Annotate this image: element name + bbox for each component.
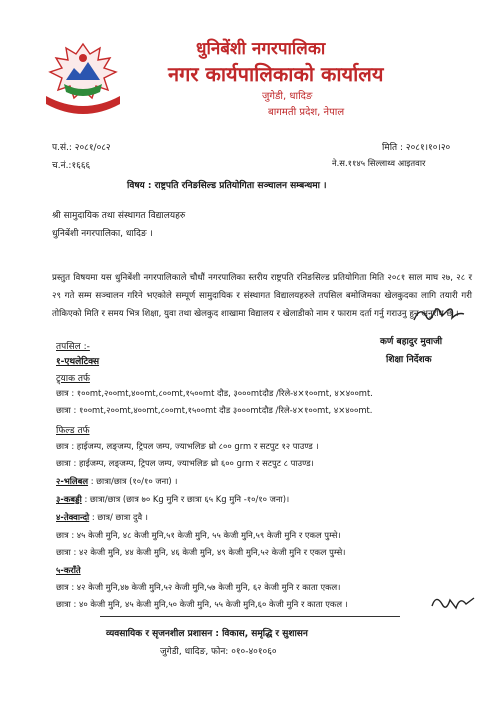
date: मिति : २०८१।१०।२० — [382, 143, 451, 153]
nepal-emblem-logo — [38, 40, 128, 120]
taekwondo-text: : छात्र/ छात्रा दुवै । — [91, 512, 148, 522]
volleyball-heading: २-भलिबल — [56, 476, 89, 486]
field-girls: छात्रा : हाईजम्प, लङ्जम्प, ट्रिपल जम्प, ज्याभलिङ थ्रो ६०० grm र सटपुट ८ पाउण्ड। — [56, 458, 314, 468]
field-heading: फिल्ड तर्फ — [56, 426, 90, 436]
footer-divider — [100, 616, 400, 617]
karate-girls: छात्रा : ४० केजी मुनि, ४५ केजी मुनि,५० केजी मुनि, ५५ केजी मुनि,६० केजी मुनि र काता एकल । — [56, 599, 348, 609]
signatory-name: कर्ण बहादुर मुवाजी — [380, 337, 443, 347]
body-paragraph: प्रस्तुत विषयमा यस धुनिबेंशी नगरपालिकाले चौधौं नगरपालिका स्तरीय राष्ट्रपति रनिङसिल्ड प्रतियोगिता मिति २०८१ साल माघ २७, २८ र २९ गते सम्म सञ्चालन गरिने भएकोले सम्पूर्ण सामुदायिक र संस्थागत विद्यालयहरुले तपसिल बमोजिमका खेलकुदका लागि तयारी गरी तोकिएको मिति र समय भित्र शिक्षा, युवा तथा खेलकुद शाखामा विद्यालय र खेलाडीको नाम र फाराम दर्ता गर्नु गराउनु हुन अनुरोध छ । — [52, 273, 472, 319]
office-location: जुगेडी, धादिङ — [262, 91, 313, 102]
karate-boys: छात्र : ४२ केजी मुनि,४७ केजी मुनि,५२ केजी मुनि,५७ केजी मुनि, ६२ केजी मुनि र काता एकल। — [56, 582, 341, 592]
office-name: नगर कार्यपालिकाको कार्यालय — [168, 62, 384, 86]
taekwondo-girls: छात्रा : ४२ केजी मुनि, ४४ केजी मुनि, ४६ केजी मुनि, ४९ केजी मुनि,५२ केजी मुनि र एकल पुम्से। — [56, 547, 346, 557]
kabaddi-heading: ३-कबड्डी — [56, 494, 82, 504]
footer-motto: व्यवसायिक र सृजनशील प्रशासन : विकास, समृद्धि र सुशासन — [106, 629, 308, 639]
signatory-title: शिक्षा निर्देशक — [386, 355, 432, 365]
track-boys: छात्र : १००mt,२००mt,४००mt,८००mt,१५००mt दौड, ३०००mtदौड /रिले-४×१००mt, ४×४००mt. — [56, 388, 373, 398]
kabaddi-item — [56, 494, 289, 505]
handwritten-initial — [430, 592, 476, 614]
addressee-line2: धुनिबेंशी नगरपालिका, धादिङ । — [52, 229, 153, 239]
kabaddi-text: : छात्रा/छात्र (छात्र ७० Kg मुनि र छात्रा ६५ Kg मुनि -१०/१० जना)। — [84, 494, 290, 504]
reference-number: प.सं.: २०८१/०८२ — [52, 143, 111, 153]
tapsil-heading: तपसिल :- — [56, 342, 90, 352]
taekwondo-item — [56, 512, 148, 523]
province-name: बागमती प्रदेश, नेपाल — [268, 107, 345, 118]
addressee-line1: श्री सामुदायिक तथा संस्थागत विद्यालयहरु — [52, 211, 186, 221]
taekwondo-boys: छात्र : ४५ केजी मुनि, ४८ केजी मुनि,५१ केजी मुनि, ५५ केजी मुनि,५९ केजी मुनि र एकल पुम्से। — [56, 530, 341, 540]
municipality-name: धुनिबेंशी नगरपालिका — [196, 39, 326, 59]
dispatch-number: च.नं.:१६६६ — [52, 161, 91, 171]
subject-line: विषय : राष्ट्रपति रनिङसिल्ड प्रतियोगिता सञ्चालन सम्बन्धमा । — [127, 181, 327, 191]
volleyball-text: : छात्रा/छात्र (१०/१० जना) । — [90, 476, 178, 486]
field-boys: छात्र : हाईजम्प, लङ्जम्प, ट्रिपल जम्प, ज्याभलिङ थ्रो ८०० grm र सटपुट १२ पाउण्ड । — [56, 441, 319, 451]
karate-heading: ५-कराँते — [56, 565, 81, 575]
taekwondo-heading: ४-तेक्वान्दो — [56, 512, 90, 522]
athletics-heading: १-एथलेटिक्स — [56, 357, 100, 367]
track-heading: ट्र्याक तर्फ — [56, 374, 90, 384]
track-girls: छात्रा : १००mt,२००mt,४००mt,८००mt,१५००mt दौड ३०००mtदौड /रिले-४×१००mt, ४×४००mt. — [56, 405, 373, 415]
footer-address: जुगेडी, धादिङ, फोन: ०१०-४०१०६० — [160, 647, 277, 657]
nepal-sambat-date: ने.स.११४५ सिल्लाथ्व आइतवार — [332, 158, 426, 168]
volleyball-item — [56, 476, 177, 487]
handwritten-signature — [412, 302, 466, 328]
